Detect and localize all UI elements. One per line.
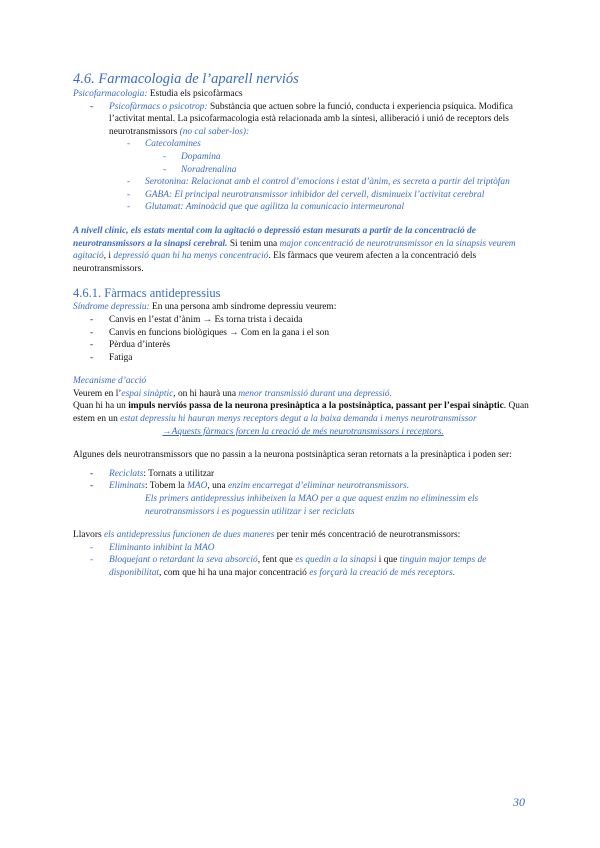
page-number: 30 (513, 795, 525, 809)
maneres-text: Llavors (73, 530, 104, 541)
psicofarmacs-text: Substància que actuen sobre la funció, conducta i experiencia psíquica. Modifica l’activitat mental. La psicofarmacologia està relacionada amb la síntesi, alliberació i unió de receptors dels neurotransmissors (109, 101, 513, 137)
mecanisme-line-1 (73, 388, 533, 401)
maneres-emphasis: els antidepressius funcionen de dues maneres (103, 530, 275, 541)
maneres-text: per tenir més concentració de neurotransmissors: (274, 530, 461, 541)
maneres-item-text: , fent que (257, 555, 296, 566)
reciclats-label: Reciclats (109, 468, 144, 479)
mecanisme-emphasis: menor transmissió durant una depressió. (238, 388, 392, 399)
retorn-list (73, 468, 533, 518)
symptom-text: Fatiga (109, 352, 133, 363)
clinic-emphasis: depressió quan hi ha menys concentració (113, 251, 269, 262)
symptom-text: Canvis en funcions biològiques → Com en la gana i el son (109, 327, 330, 338)
maneres-item-emphasis: es quedin a la sinapsi (295, 555, 377, 566)
mao-text: MAO (187, 481, 208, 492)
eliminats-text: , una (207, 481, 228, 492)
mecanisme-text: Quan hi ha un (73, 401, 129, 412)
psicofarmacologia-text: Estudia els psicofàrmacs (147, 89, 243, 99)
sindrome-list (73, 314, 533, 364)
list-item: - Eliminanto inhibint la MAO (90, 542, 215, 553)
subsection-heading: 4.6.1. Fàrmacs antidepressius (73, 286, 221, 301)
mecanisme-text: Veurem en l’ (73, 388, 122, 399)
clinic-paragraph (73, 225, 533, 275)
serotonina-text: Serotonina: Relacionat amb el control d’emocions i estat d’ànim, es secreta a partir del triptòfan (145, 177, 510, 188)
maneres-item-emphasis: tinguin major temps de disponibilitat (109, 555, 487, 578)
maneres-item-emphasis: es forçarà la creació de més receptors. (309, 568, 456, 578)
section-heading: 4.6. Farmacologia de l’aparell nerviós (73, 71, 299, 87)
list-item: - Canvis en l’estat d’ànim → Es torna trista i decaida (90, 314, 303, 325)
list-item: - GABA: El principal neurotransmissor inhibidor del cervell, disminueix l’activitat cerebral (127, 189, 485, 200)
clinic-text: , i (103, 251, 114, 262)
clinic-text: . Els fàrmacs que veurem afecten a la concentració dels neurotransmissors. (73, 251, 477, 274)
eliminats-label: Eliminats (109, 481, 145, 492)
mecanisme-bold: impuls nerviós passa de la neurona presinàptica a la postsinàptica, passant per l’espai sinàptic (128, 401, 504, 412)
list-item: - Reciclats: Tornats a utilitzar (90, 468, 215, 479)
psicofarmacs-note: (no cal saber-los): (179, 126, 250, 137)
psicofarmacologia-definition (73, 88, 533, 101)
maneres-paragraph (73, 529, 533, 542)
sindrome-text: En una persona amb síndrome depressiu veurem: (149, 302, 337, 313)
list-note: Els primers antidepressius inhibeixen la MAO per a que aquest enzim no eliminessim els neurotransmissors i es poguessin utilitzar i ser reciclats (145, 494, 479, 517)
glutamat-text: Glutamat: Aminoàcid que que agilitza la comunicacio intermeuronal (145, 202, 405, 213)
maneres-item-emphasis: Bloquejant o retardant la seva absorció (109, 555, 258, 566)
mecanisme-arrow-note: →Aquests fàrmacs forcen la creació de més neurotransmissors i receptors. (162, 426, 444, 437)
list-item: - Glutamat: Aminoàcid que que agilitza la comunicacio intermeuronal (127, 202, 405, 213)
gaba-text: GABA: El principal neurotransmissor inhibidor del cervell, disminueix l’activitat cerebral (145, 189, 485, 200)
list-item: - Catecolamines (127, 139, 201, 150)
symptom-text: Pèrdua d’interès (109, 340, 171, 351)
psicofarmacologia-label: Psicofarmacologia: (73, 89, 148, 99)
document-page (73, 70, 533, 580)
list-item: - Canvis en funcions biològiques → Com en la gana i el son (90, 327, 330, 338)
mecanisme-emphasis: estat depressiu hi hauran menys receptors degut a la baixa demanda i menys neurotransmissor (120, 414, 477, 425)
mecanisme-text: . Quan estem en un (73, 401, 529, 425)
list-item: - Eliminats: Tobem la MAO, una enzim encarregat d’eliminar neurotransmissors. (90, 481, 410, 492)
maneres-list (73, 542, 533, 580)
maneres-item-text: Eliminanto inhibint la MAO (109, 542, 215, 553)
mecanisme-text: , on hi haurà una (173, 388, 239, 399)
retorn-paragraph: Algunes dels neurotransmissors que no passin a la neurona postsinàptica seran retornats a la presinàptica i poden ser: (73, 450, 512, 461)
clinic-bold-text: A nivell clínic, els estats mental com la agitació o depressió estan mesurats a partir de la concentració de neurotransmissors a la sinapsi cerebral. (73, 225, 476, 249)
reciclats-text: : Tornats a utilitzar (143, 468, 215, 479)
list-item: - Serotonina: Relacionat amb el control d’emocions i estat d’ànim, es secreta a partir del triptòfan (127, 177, 510, 188)
mecanisme-emphasis: espai sinàptic (121, 388, 174, 399)
sindrome-definition (73, 301, 533, 314)
list-item: - Psicofàrmacs o psicotrop: Substància que actuen sobre la funció, conducta i experiencia psíquica. Modifica l’activitat mental. La psicofarmacologia està relacionada amb la síntesi, alliberació i unió de receptors dels neurotransmissors (no cal saber-los): (90, 101, 513, 137)
symptom-text: Canvis en l’estat d’ànim → Es torna trista i decaida (109, 314, 303, 325)
list-item: - Bloquejant o retardant la seva absorció, fent que es quedin a la sinapsi i que tinguin major temps de disponibilitat, com que hi ha una major concentració es forçarà la creació de més receptors. (90, 555, 487, 578)
clinic-emphasis: major concentració de neurotransmissor en la sinapsis veurem agitació (73, 238, 516, 262)
eliminats-text: : Tobem la (144, 481, 188, 492)
mecanisme-heading: Mecanisme d’acció (73, 376, 147, 387)
clinic-text: Si tenim una (227, 238, 280, 249)
mecanisme-line-2 (73, 400, 533, 425)
maneres-item-text: i que (376, 555, 400, 566)
list-item: - Pèrdua d’interès (90, 340, 171, 351)
dopamina-text: Dopamina (181, 151, 221, 162)
noradrenalina-text: Noradrenalina (181, 164, 237, 175)
list-item: - Noradrenalina (163, 164, 237, 175)
psicofarmacs-list (73, 101, 533, 214)
eliminats-emphasis: enzim encarregat d’eliminar neurotransmissors. (227, 481, 410, 492)
list-item: - Dopamina (163, 151, 221, 162)
maneres-item-text: , com que hi ha una major concentració (159, 568, 310, 578)
psicofarmacs-label: Psicofàrmacs o psicotrop: (109, 101, 208, 112)
sindrome-label: Síndrome depressiu: (73, 302, 150, 313)
catecolamines-text: Catecolamines (145, 139, 201, 150)
list-item: - Fatiga (90, 352, 133, 363)
